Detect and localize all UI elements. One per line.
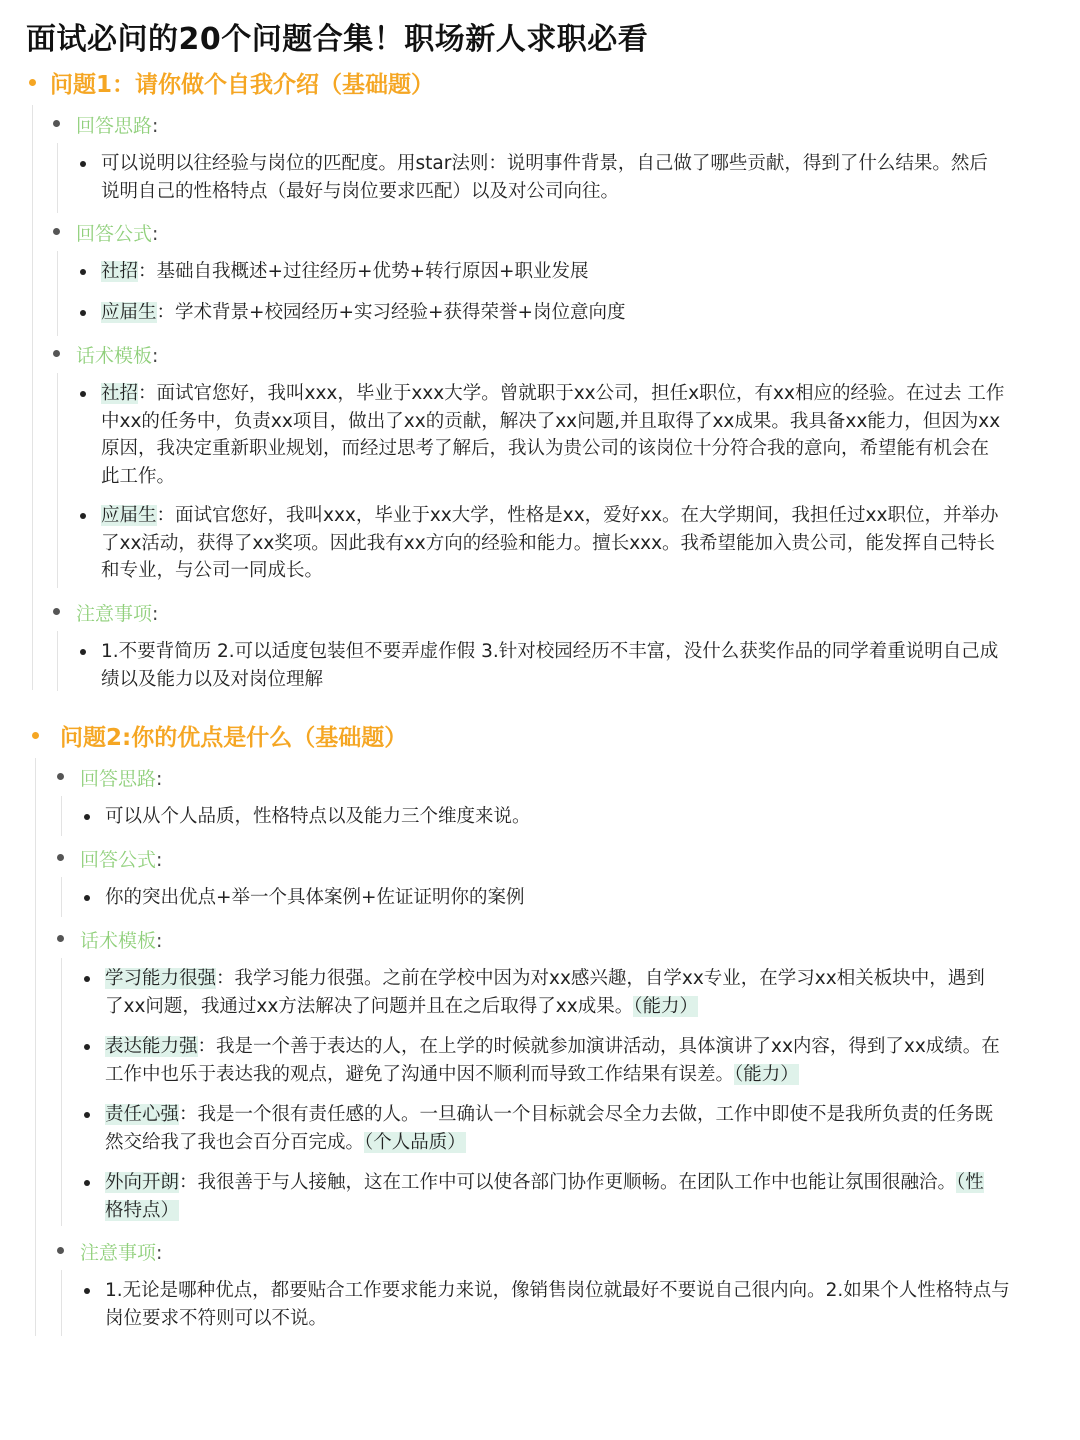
q2-section-bullet (57, 773, 64, 780)
q1-formula-guide-line (57, 251, 58, 336)
highlight-key: 应届生 (101, 505, 157, 526)
q1-section-bullet (53, 608, 60, 615)
q2-notes-text: 1.无论是哪种优点，都要贴合工作要求能力来说，像销售岗位就最好不要说自己很内向。2.如果个人性格特点与岗位要求不符则可以不说。 (105, 1280, 1010, 1329)
highlight-tag: （个人品质） (364, 1131, 466, 1153)
q2-template-expression: 表达能力强：我是一个善于表达的人，在上学的时候就参加演讲活动，具体演讲了xx内容，得到了xx成绩。在工作中也乐于表达我的观点，避免了沟通中因不顺利而导致工作结果有误差。（能力） (105, 1036, 1000, 1085)
highlight-key: 表达能力强 (105, 1036, 198, 1057)
q1-approach-text: 可以说明以往经验与岗位的匹配度。用star法则：说明事件背景，自己做了哪些贡献，得到了什么结果。然后说明自己的性格特点（最好与岗位要求匹配）以及对公司向往。 (101, 153, 988, 202)
question-2-bullet (32, 732, 39, 739)
highlight-tag: （能力） (734, 1063, 799, 1085)
q2-approach-guide-line (61, 796, 62, 836)
q1-template-graduate: 应届生：面试官您好，我叫xxx，毕业于xx大学，性格是xx，爱好xx。在大学期间，我担任过xx职位，并举办了xx活动，获得了xx奖项。因此我有xx方向的经验和能力。擅长xxx。我希望能加入贵公司，能发挥自己特长和专业，与公司一同成长。 (101, 505, 999, 581)
q2-item-bullet (84, 895, 90, 901)
q1-script-template-label: 话术模板: (76, 345, 159, 367)
q2-answer-formula-label: 回答公式: (80, 849, 163, 871)
q1-notes-guide-line (57, 631, 58, 691)
question-2-guide-line (35, 758, 36, 1336)
question-1-guide-line (32, 105, 33, 690)
highlight-key: 学习能力很强 (105, 968, 217, 989)
q1-notes-label: 注意事项: (76, 603, 159, 625)
q2-answer-approach-label: 回答思路: (80, 768, 163, 790)
q2-item-bullet (84, 1044, 90, 1050)
q2-notes-label: 注意事项: (80, 1242, 163, 1264)
q2-template-outgoing: 外向开朗：我很善于与人接触，这在工作中可以使各部门协作更顺畅。在团队工作中也能让氛围很融洽。（性格特点） (105, 1172, 984, 1221)
q1-item-bullet (80, 310, 86, 316)
question-1-heading: 问题1：请你做个自我介绍（基础题） (50, 72, 435, 98)
q1-section-bullet (53, 120, 60, 127)
highlight-key: 责任心强 (105, 1104, 180, 1125)
q2-template-guide-line (61, 958, 62, 1226)
q2-approach-text: 可以从个人品质，性格特点以及能力三个维度来说。 (105, 806, 531, 827)
q1-section-bullet (53, 350, 60, 357)
question-2-heading: 问题2:你的优点是什么（基础题） (60, 725, 408, 751)
q1-template-guide-line (57, 373, 58, 588)
q2-script-template-label: 话术模板: (80, 930, 163, 952)
highlight-tag: （性格特点） (105, 1172, 984, 1221)
question-1-bullet (29, 79, 36, 86)
q2-notes-guide-line (61, 1270, 62, 1336)
q1-answer-approach-label: 回答思路: (76, 115, 159, 137)
q1-formula-graduate: 应届生：学术背景+校园经历+实习经验+获得荣誉+岗位意向度 (101, 302, 626, 323)
q1-notes-text: 1.不要背简历 2.可以适度包装但不要弄虚作假 3.针对校园经历不丰富，没什么获奖作品的同学着重说明自己成绩以及能力以及对岗位理解 (101, 641, 999, 690)
q1-item-bullet (80, 513, 86, 519)
q2-section-bullet (57, 854, 64, 861)
highlight-key: 应届生 (101, 302, 157, 323)
q1-formula-social: 社招：基础自我概述+过往经历+优势+转行原因+职业发展 (101, 261, 589, 282)
q1-approach-guide-line (57, 143, 58, 213)
page-title: 面试必问的20个问题合集！职场新人求职必看 (26, 22, 649, 57)
q1-item-bullet (80, 161, 86, 167)
q2-template-learning: 学习能力很强：我学习能力很强。之前在学校中因为对xx感兴趣，自学xx专业，在学习xx相关板块中，遇到了xx问题，我通过xx方法解决了问题并且在之后取得了xx成果。（能力） (105, 968, 985, 1017)
q1-item-bullet (80, 269, 86, 275)
highlight-key: 外向开朗 (105, 1172, 180, 1193)
q2-template-responsibility: 责任心强：我是一个很有责任感的人。一旦确认一个目标就会尽全力去做，工作中即使不是我所负责的任务既然交给我了我也会百分百完成。（个人品质） (105, 1104, 994, 1153)
q2-item-bullet (84, 1180, 90, 1186)
q1-item-bullet (80, 649, 86, 655)
q1-item-bullet (80, 391, 86, 397)
highlight-tag: （能力） (633, 995, 698, 1017)
q2-item-bullet (84, 1288, 90, 1294)
q2-section-bullet (57, 935, 64, 942)
q1-answer-formula-label: 回答公式: (76, 223, 159, 245)
q1-template-social: 社招：面试官您好，我叫xxx，毕业于xxx大学。曾就职于xx公司，担任x职位，有xx相应的经验。在过去 工作中xx的任务中，负责xx项目，做出了xx的贡献，解决了xx问题,并且取得了xx成果。我具备xx能力，但因为xx原因，我决定重新职业规划，而经过思考了解后，我认为贵公司的该岗位十分符合我的意向，希望能有机会在此工作。 (101, 383, 1005, 487)
q2-formula-guide-line (61, 877, 62, 917)
highlight-key: 社招 (101, 261, 139, 282)
q1-section-bullet (53, 228, 60, 235)
q2-item-bullet (84, 814, 90, 820)
highlight-key: 社招 (101, 383, 139, 404)
q2-item-bullet (84, 976, 90, 982)
q2-section-bullet (57, 1247, 64, 1254)
q2-formula-text: 你的突出优点+举一个具体案例+佐证证明你的案例 (105, 887, 525, 908)
q2-item-bullet (84, 1112, 90, 1118)
